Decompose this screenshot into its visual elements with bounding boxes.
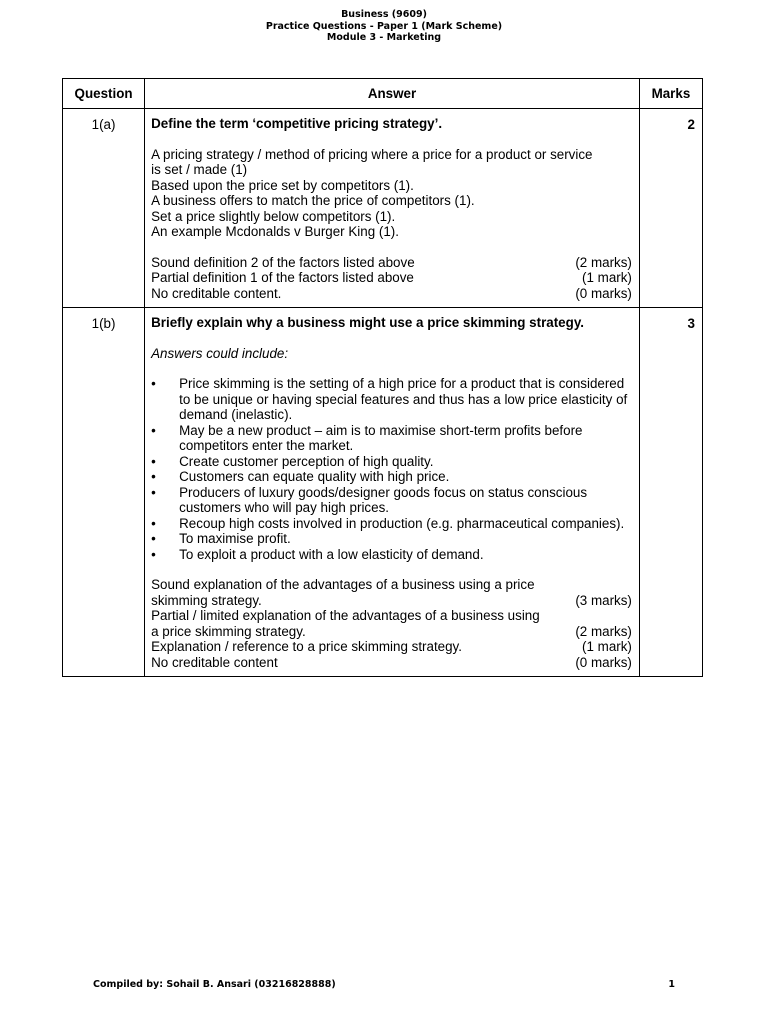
- mark-band-marks: (2 marks): [575, 623, 632, 639]
- compiled-by: Compiled by: Sohail B. Ansari (03216828888): [93, 979, 336, 990]
- list-item: [151, 547, 632, 563]
- mark-band-marks: (3 marks): [575, 592, 632, 608]
- answer-cell: [145, 308, 640, 677]
- answer-line: An example Mcdonalds v Burger King (1).: [151, 224, 399, 239]
- list-item: [151, 376, 632, 423]
- total-marks: 3: [639, 308, 702, 677]
- list-item-text: Recoup high costs involved in production (e.g. pharmaceutical companies).: [179, 515, 625, 531]
- question-text: Define the term ‘competitive pricing strategy’.: [151, 116, 443, 131]
- list-item-text: May be a new product – aim is to maximise short-term profits before competitors enter the market.: [179, 422, 583, 453]
- mark-band: [151, 286, 632, 302]
- mark-band: [151, 255, 632, 271]
- header-paper: Practice Questions - Paper 1 (Mark Scheme): [265, 20, 503, 32]
- total-marks: 2: [639, 109, 702, 308]
- list-item: [151, 516, 632, 532]
- answer-column-header: Answer: [145, 79, 640, 109]
- table-row: [63, 109, 703, 308]
- list-item-text: To maximise profit.: [179, 531, 291, 546]
- page-number: 1: [668, 979, 675, 990]
- answer-line: Based upon the price set by competitors (1).: [151, 177, 414, 193]
- list-item: [151, 469, 632, 485]
- mark-band-marks: (0 marks): [575, 654, 632, 670]
- table-header-row: [63, 79, 703, 109]
- mark-band-text: Sound definition 2 of the factors listed above: [151, 254, 415, 270]
- mark-scheme-table: [62, 78, 703, 677]
- header-subject: Business (9609): [341, 9, 427, 20]
- bullet-icon: •: [151, 546, 156, 562]
- question-number: 1(b): [63, 308, 145, 677]
- answer-line: Set a price slightly below competitors (1).: [151, 208, 396, 224]
- answer-line: is set / made (1): [151, 162, 248, 177]
- mark-band-text: No creditable content: [151, 654, 278, 670]
- mark-band-text: Partial / limited explanation of the advantages of a business using: [151, 608, 540, 623]
- list-item-text: Producers of luxury goods/designer goods focus on status conscious customers who will pay high prices.: [179, 484, 588, 515]
- list-item-text: Customers can equate quality with high price.: [179, 469, 450, 484]
- list-item: [151, 423, 632, 454]
- mark-band-text: Partial definition 1 of the factors listed above: [151, 270, 414, 285]
- mark-band: [151, 655, 632, 671]
- mark-band-marks: (1 mark): [582, 270, 632, 285]
- answer-line: A pricing strategy / method of pricing where a price for a product or service: [151, 146, 593, 162]
- bullet-icon: •: [151, 376, 156, 391]
- bullet-icon: •: [151, 515, 156, 531]
- mark-band: [151, 624, 632, 640]
- bullet-icon: •: [151, 484, 156, 500]
- answers-intro: Answers could include:: [151, 345, 289, 361]
- document-header: [0, 9, 768, 44]
- bullet-icon: •: [151, 422, 156, 438]
- list-item-text: Create customer perception of high quality.: [179, 453, 434, 469]
- document-footer: [93, 979, 675, 990]
- mark-band: [151, 593, 632, 609]
- bullet-icon: •: [151, 453, 156, 469]
- list-item: [151, 454, 632, 470]
- mark-band-marks: (2 marks): [575, 254, 632, 270]
- answer-line: A business offers to match the price of competitors (1).: [151, 193, 475, 208]
- mark-band: [151, 639, 632, 655]
- bullet-icon: •: [151, 531, 156, 546]
- header-module: Module 3 - Marketing: [326, 32, 442, 43]
- bullet-icon: •: [151, 469, 156, 484]
- answer-cell: [145, 109, 640, 308]
- mark-band-text: skimming strategy.: [151, 592, 262, 608]
- question-column-header: Question: [63, 79, 145, 109]
- mark-band: [151, 270, 632, 286]
- question-text: Briefly explain why a business might use a price skimming strategy.: [151, 315, 584, 330]
- mark-band-marks: (1 mark): [582, 639, 632, 654]
- mark-band-marks: (0 marks): [575, 285, 632, 301]
- list-item: [151, 531, 632, 547]
- table-row: [63, 308, 703, 677]
- answer-bullet-list: [151, 376, 632, 562]
- mark-band-text: Explanation / reference to a price skimming strategy.: [151, 639, 462, 654]
- mark-band-text: a price skimming strategy.: [151, 623, 306, 639]
- mark-band-text: No creditable content.: [151, 285, 282, 301]
- list-item: [151, 485, 632, 516]
- list-item-text: Price skimming is the setting of a high price for a product that is considered to be unique or having special features and thus has a low price elasticity of demand (inelastic).: [179, 376, 628, 422]
- mark-band-text: Sound explanation of the advantages of a business using a price: [151, 577, 535, 592]
- marks-column-header: Marks: [639, 79, 702, 109]
- question-number: 1(a): [63, 109, 145, 308]
- list-item-text: To exploit a product with a low elasticity of demand.: [179, 546, 484, 562]
